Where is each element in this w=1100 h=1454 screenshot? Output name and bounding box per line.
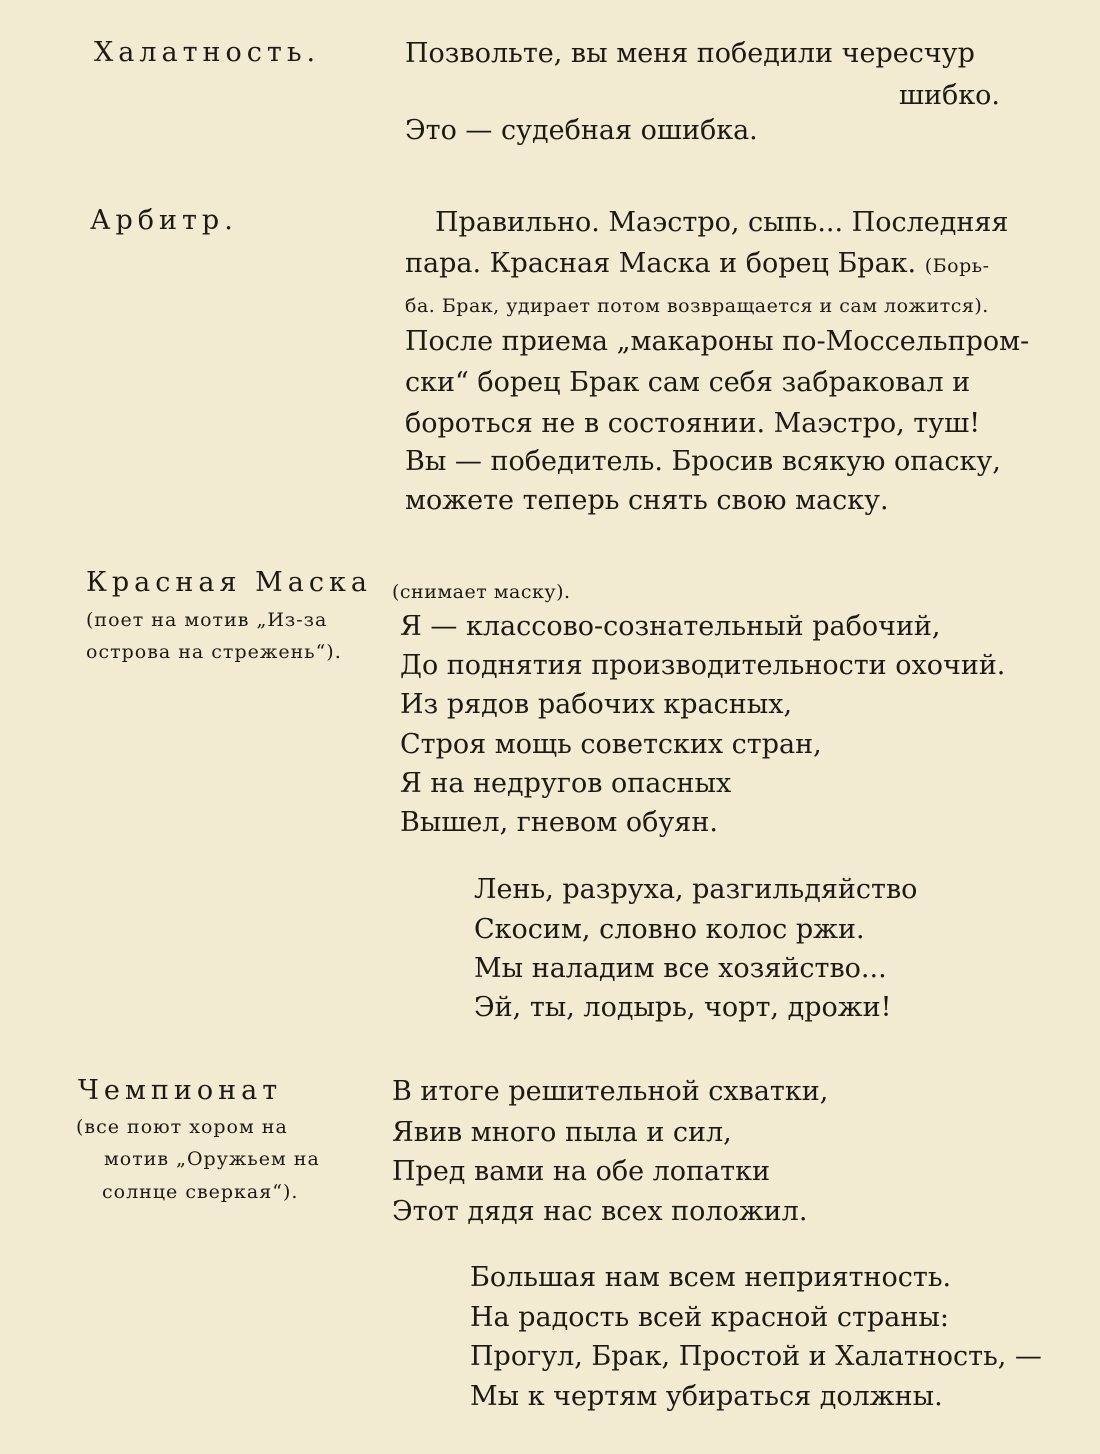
refrain-line: Мы к чертям убираться должны. — [470, 1381, 943, 1412]
verse-line: После приема „макароны по-Моссельпром- — [405, 326, 1030, 357]
refrain-line: Скосим, словно колос ржи. — [474, 914, 865, 945]
verse-line: ски“ борец Брак сам себя забраковал и — [405, 367, 971, 398]
verse-line: Вышел, гневом обуян. — [400, 807, 718, 838]
stage-direction: (снимает маску). — [392, 581, 571, 603]
verse-line: Этот дядя нас всех положил. — [392, 1196, 808, 1227]
singing-direction: острова на стрежень“). — [86, 641, 342, 663]
refrain-line: Эй, ты, лодырь, чорт, дрожи! — [474, 992, 892, 1023]
verse-line: Из рядов рабочих красных, — [400, 689, 793, 720]
speaker-arbitr: Арбитр. — [90, 205, 238, 236]
verse-line: Я на недругов опасных — [400, 768, 732, 799]
verse-line: До поднятия производительности охочий. — [400, 650, 1006, 681]
refrain-line: Большая нам всем неприятность. — [470, 1262, 952, 1293]
singing-direction: (поет на мотив „Из-за — [86, 609, 328, 631]
singing-direction: мотив „Оружьем на — [104, 1148, 320, 1170]
speaker-krasnaya-maska: Красная Маска — [86, 567, 372, 598]
speaker-chempionat: Чемпионат — [78, 1075, 283, 1106]
verse-line: Позвольте, вы меня победили чересчур — [405, 38, 975, 69]
verse-line: Строя мощь советских стран, — [400, 729, 822, 760]
verse-line: Пред вами на обе лопатки — [392, 1156, 770, 1187]
stage-direction: ба. Брак, удирает потом возвращается и сам ложится). — [405, 295, 989, 317]
refrain-line: Лень, разруха, разгильдяйство — [474, 874, 918, 905]
verse-text: пара. Красная Маска и борец Брак. — [405, 248, 917, 279]
speaker-khalatnost: Халатность. — [94, 37, 321, 68]
singing-direction: (все поют хором на — [76, 1116, 288, 1138]
verse-line: шибко. — [898, 80, 1000, 111]
refrain-line: Прогул, Брак, Простой и Халатность, — — [470, 1341, 1042, 1372]
verse-line: Я — классово-сознательный рабочий, — [400, 611, 941, 642]
refrain-line: Мы наладим все хозяйство... — [474, 953, 887, 984]
verse-line: можете теперь снять свою маску. — [405, 485, 889, 516]
verse-line: В итоге решительной схватки, — [392, 1076, 829, 1107]
verse-line: Вы — победитель. Бросив всякую опаску, — [405, 446, 1001, 477]
stage-direction: (Борь- — [924, 255, 990, 277]
verse-line: Это — судебная ошибка. — [405, 115, 758, 146]
verse-line: бороться не в состоянии. Маэстро, туш! — [405, 408, 981, 439]
singing-direction: солнце сверкая“). — [102, 1181, 299, 1203]
verse-line — [405, 244, 990, 286]
verse-line: Правильно. Маэстро, сыпь... Последняя — [435, 207, 1009, 238]
refrain-line: На радость всей красной страны: — [470, 1302, 949, 1333]
verse-line: Явив много пыла и сил, — [392, 1117, 732, 1148]
